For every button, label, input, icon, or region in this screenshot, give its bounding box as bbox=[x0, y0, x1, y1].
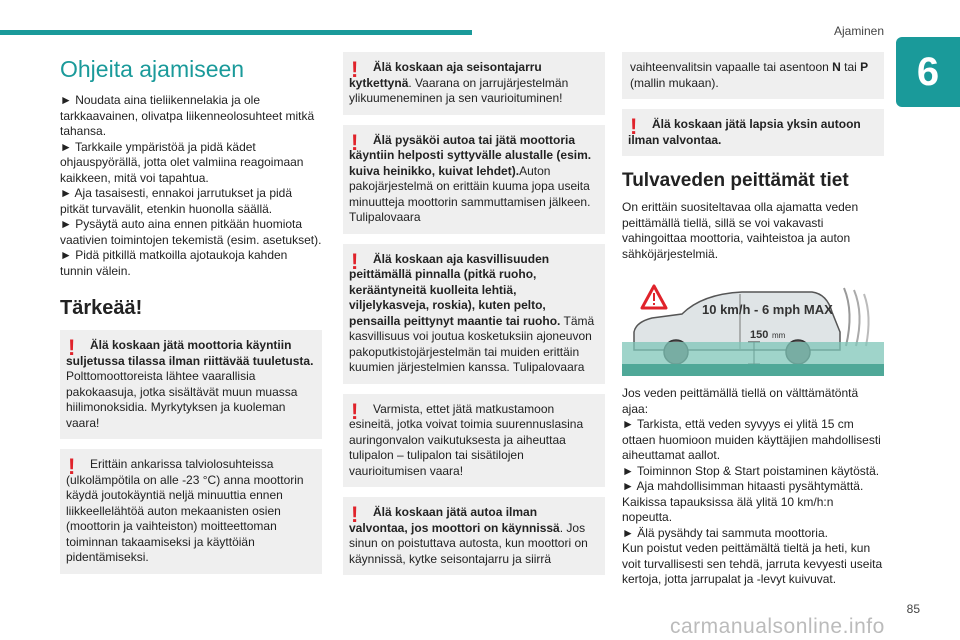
intro-item-3: ► Aja tasaisesti, ennakoi jarrutukset ja pidä pitkät turvavälit, etenkin huonolla säällä. bbox=[60, 186, 293, 216]
flood-body-3: ► Toiminnon Stop & Start poistaminen käytöstä. bbox=[622, 463, 880, 478]
warning-text: Tämä kasvillisuus voi joutua kosketuksiin ajoneuvon pakoputkistojärjestelmän tai muiden erittäin kuumien järjestelmien kanssa. Tulipalovaara bbox=[349, 313, 595, 374]
warning-icon: ! bbox=[351, 248, 359, 274]
road-surface bbox=[622, 364, 884, 376]
warning-icon: ! bbox=[351, 398, 359, 424]
warning-box bbox=[343, 125, 605, 234]
flood-body-1: Jos veden peittämällä tiellä on välttämätöntä ajaa: bbox=[622, 386, 859, 416]
page-number: 85 bbox=[906, 602, 920, 616]
warning-box bbox=[622, 109, 884, 156]
intro-item-4: ► Pysäytä auto aina ennen pitkään huomiota vaativien toimintojen tekemistä (esim. asetukset). bbox=[60, 217, 322, 247]
warning-text: . Jos sinun on poistuttava autosta, kun moottori on käynnissä, kytke seisontajarru ja siirrä bbox=[349, 520, 588, 566]
warning-box bbox=[343, 52, 605, 115]
warning-text: Polttomoottoreista lähtee vaarallisia pakokaasuja, jotka sisältävät muun muassa hiilimonoksidia. Myrkytyksen ja kuoleman vaara! bbox=[66, 369, 298, 430]
car-silhouette bbox=[634, 292, 840, 350]
warning-box bbox=[343, 394, 605, 488]
warning-icon: ! bbox=[68, 454, 76, 479]
warning-bold-text: Älä koskaan aja kasvillisuuden peittämällä pinnalla (pitkä ruoho, kerääntyneitä kuolleita lehtiä, viljelykasveja, roskia), kuten pelto, pensailla peittynyt maantie tai ruoho. bbox=[349, 251, 561, 328]
warning-bold-text: Älä koskaan jätä autoa ilman valvontaa, jos moottori on käynnissä bbox=[349, 505, 560, 535]
water-depth-value: 150 bbox=[750, 329, 769, 341]
flooded-road-illustration bbox=[622, 272, 884, 376]
flood-body-5: ► Älä pysähdy tai sammuta moottoria. bbox=[622, 525, 828, 540]
warning-bold-text: Älä koskaan jätä lapsia yksin autoon ilman valvontaa. bbox=[628, 117, 861, 147]
warning-box bbox=[343, 497, 605, 575]
warning-icon: ! bbox=[630, 114, 638, 139]
intro-item-1: ► Noudata aina tieliikennelakia ja ole tarkkaavainen, olivatpa liikenneolosuhteet mitkä tahansa. bbox=[60, 93, 315, 138]
warning-bold-text: Älä pysäköi autoa tai jätä moottoria käyntiin helposti syttyvälle alustalle (esim. kuiva heinikko, kuivat lehdet). bbox=[349, 132, 592, 178]
section-title-driving-tips: Ohjeita ajamiseen bbox=[60, 56, 245, 82]
continued-text-box: vaihteenvalitsin vapaalle tai asentoon N tai P (mallin mukaan). bbox=[622, 52, 884, 99]
warning-text: Erittäin ankarissa talviolosuhteissa (ulkolämpötila on alle -23 °C) anna moottorin käydä joutokäyntiä neljä minuuttia ennen liikkeellelähtöä auton mekaanisten osien (moottorin ja vaihteiston) moitteettoman toiminnan takaamiseksi ja käyttöiän pidentämiseksi. bbox=[66, 457, 304, 564]
water-level bbox=[622, 342, 884, 364]
warning-text: Varmista, ettet jätä matkustamoon esineitä, jotka voivat toimia suurennuslasina auringonvalon vaikutuksesta ja aiheuttaa tulipalon – tulipalon tai sisätilojen vaurioitumisen vaara! bbox=[349, 401, 584, 478]
warning-text: . Vaarana on jarrujärjestelmän ylikuumeneminen ja sen vaurioituminen! bbox=[349, 75, 569, 105]
flood-body-4: ► Aja mahdollisimman hitaasti pysähtymättä. Kaikissa tapauksissa älä ylitä 10 km/h:n nopeutta. bbox=[622, 479, 864, 524]
chapter-label: Ajaminen bbox=[833, 24, 884, 38]
warning-icon: ! bbox=[351, 57, 359, 82]
warning-bold-text: Älä koskaan aja seisontajarru kytkettynä bbox=[349, 60, 542, 90]
chapter-number-tab: 6 bbox=[896, 37, 960, 107]
warning-box bbox=[60, 449, 322, 574]
warning-icon: ! bbox=[68, 335, 76, 360]
warning-icon: ! bbox=[351, 129, 359, 155]
column-1 bbox=[60, 52, 322, 584]
warning-bold-text: Älä koskaan jätä moottoria käyntiin suljetussa tilassa ilman riittävää tuuletusta. bbox=[66, 338, 314, 368]
intro-item-5: ► Pidä pitkillä matkoilla ajotaukoja kahden tunnin välein. bbox=[60, 248, 288, 278]
speed-limit-label: 10 km/h - 6 mph MAX bbox=[702, 302, 833, 317]
header-accent-bar bbox=[0, 30, 472, 35]
section-title-important: Tärkeää! bbox=[60, 297, 143, 319]
flood-body-6: Kun poistut veden peittämältä tieltä ja heti, kun voit turvallisesti sen tehdä, jarruta kevyesti useita kertoja, jotta jarrupalat ja -levyt kuivuvat. bbox=[622, 541, 883, 586]
warning-icon: ! bbox=[351, 502, 359, 527]
watermark: carmanualsonline.info bbox=[670, 615, 885, 638]
warning-box bbox=[60, 330, 322, 439]
column-3 bbox=[622, 52, 884, 588]
column-2 bbox=[343, 52, 605, 585]
intro-item-2: ► Tarkkaile ympäristöä ja pidä kädet ohjauspyörällä, jotta olet valmiina reagoimaan kaikkeen, mitä voi tapahtua. bbox=[60, 139, 304, 185]
section-title-flooded-roads: Tulvaveden peittämät tiet bbox=[622, 170, 849, 191]
warning-box bbox=[343, 244, 605, 384]
water-depth-unit: mm bbox=[772, 331, 786, 340]
flood-body-2: ► Tarkista, että veden syvyys ei ylitä 15 cm ottaen huomioon muiden käyttäjien mahdollisesti aiheuttamat aallot. bbox=[622, 417, 881, 462]
flood-intro: On erittäin suositeltavaa olla ajamatta veden peittämällä tiellä, sillä se voi vakavasti vahingoittaa moottoria, vaihteistoa ja auton sähköjärjestelmiä. bbox=[622, 200, 859, 261]
warning-text: Auton pakojärjestelmä on erittäin kuuma jopa useita minuutteja moottorin sammuttamisen jälkeen. Tulipalovaara bbox=[349, 163, 591, 224]
